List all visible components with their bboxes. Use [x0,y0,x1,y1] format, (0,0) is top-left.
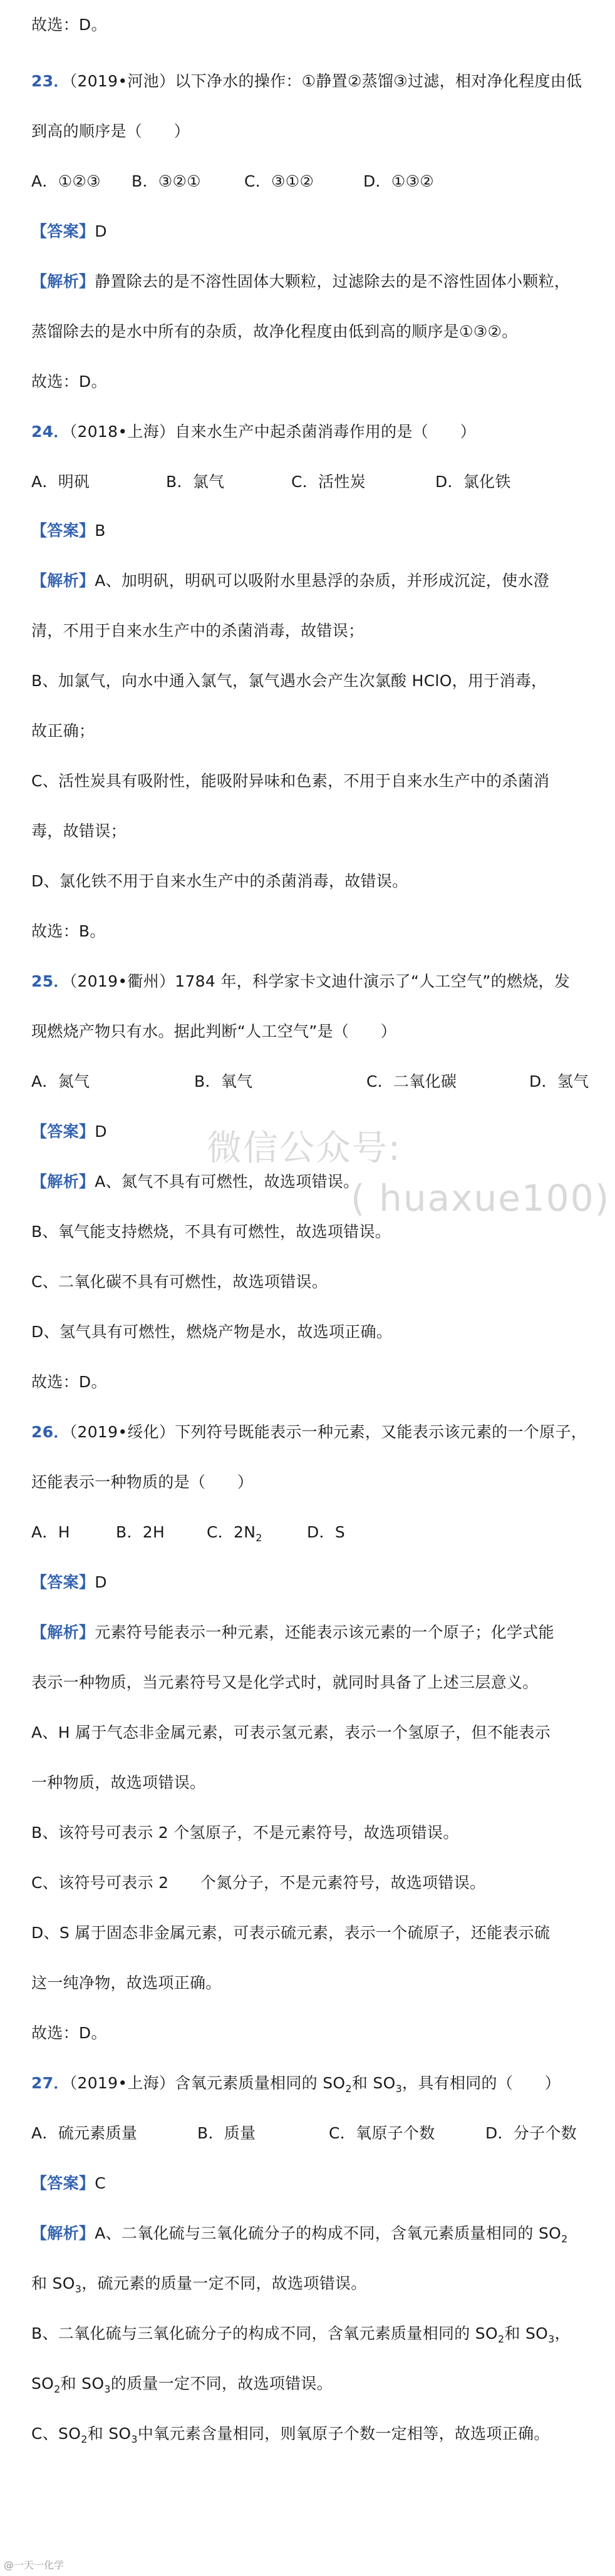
q27-analysis-a2-text2: ，硫元素的质量一定不同，故选项错误。 [81,2274,367,2292]
q23-answer-value: D [95,222,107,240]
q27-analysis-b2-text3: 的质量一定不同，故选项错误。 [110,2374,333,2393]
q27-analysis-a1 [31,2222,596,2245]
q23-option-a: A．①②③ [31,172,101,190]
q24-option-d: D．氯化铁 [435,473,511,491]
q25-number: 25． [31,972,70,990]
subscript-2: 2 [497,2333,505,2345]
q24-analysis-a2: 清，不用于自来水生产中的杀菌消毒，故错误； [31,622,364,640]
q24-option-c: C．活性炭 [291,473,366,491]
analysis-tag: 【解析】 [31,572,95,590]
q22-conclusion: 故选：D。 [31,16,107,34]
q24-analysis-a1-text: A、加明矾，明矾可以吸附水里悬浮的杂质，并形成沉淀，使水澄 [95,572,550,590]
q25-stem-text1: （2019•衢州）1784 年，科学家卡文迪什演示了“人工空气”的燃烧，发 [69,972,571,990]
watermark-line1: 微信公众号: [207,1128,401,1169]
q27-number: 27． [31,2074,70,2092]
q26-answer [31,1571,596,1594]
q26-analysis-line1 [31,1621,596,1644]
q23-analysis-line2: 蒸馏除去的是水中所有的杂质，故净化程度由低到高的顺序是①③②。 [31,322,518,341]
q27-analysis-b2-text1: SO [31,2374,54,2393]
q23-option-d: D．①③② [363,172,434,190]
answer-tag: 【答案】 [31,1122,95,1141]
q26-analysis-a2: 一种物质，故选项错误。 [31,1773,206,1792]
q24-options [31,471,596,493]
q26-number: 26． [31,1423,70,1441]
q24-conclusion: 故选：B。 [31,922,106,940]
q23-stem-line1 [31,70,596,93]
q25-analysis-d1: D、氢气具有可燃性，燃烧产物是水，故选项正确。 [31,1323,393,1341]
q27-analysis-b2-text2: 和 SO [60,2374,105,2393]
q26-analysis-text1: 元素符号能表示一种元素，还能表示该元素的一个原子；化学式能 [95,1623,554,1641]
q26-option-b: B．2H [116,1523,165,1541]
q23-analysis-text1: 静置除去的是不溶性固体大颗粒，过滤除去的是不溶性固体小颗粒， [95,272,571,290]
q26-option-a: A．H [31,1523,70,1541]
q23-option-c: C．③①② [244,172,314,190]
q24-analysis-c2: 毒，故错误； [31,822,127,840]
q27-analysis-b1-text2: 和 SO [504,2324,549,2343]
q24-analysis-b2: 故正确； [31,722,95,740]
q27-analysis-c1-text1: C、SO [31,2425,81,2443]
q27-analysis-b1 [31,2322,596,2345]
q27-stem-text3: ，具有相同的（ ） [402,2074,561,2092]
q27-analysis-c1 [31,2423,596,2445]
footer-credit: @一天一化学 [4,2559,65,2571]
q26-analysis-d1: D、S 属于固态非金属元素，可表示硫元素，表示一个硫原子，还能表示硫 [31,1924,550,1942]
q23-options [31,170,596,193]
q26-analysis-c1: C、该符号可表示 2 个氮分子，不是元素符号，故选项错误。 [31,1874,486,1892]
q27-stem-text2: 和 SO [351,2074,396,2092]
q26-answer-value: D [95,1573,107,1591]
q25-option-b: B．氧气 [194,1072,253,1090]
q24-stem-text: （2018•上海）自来水生产中起杀菌消毒作用的是（ ） [69,423,476,441]
subscript-3: 3 [395,2083,403,2095]
subscript-2: 2 [345,2083,352,2095]
q26-analysis-d2: 这一纯净物，故选项正确。 [31,1974,222,1992]
q26-conclusion: 故选：D。 [31,2024,107,2042]
q25-options [31,1070,596,1093]
q23-answer [31,220,596,243]
q26-option-c [207,1521,307,1544]
subscript-2: 2 [561,2233,568,2245]
q24-option-a: A．明矾 [31,473,90,491]
q27-analysis-a1-text: A、二氧化硫与三氧化硫分子的构成不同，含氧元素质量相同的 SO [95,2224,562,2242]
q24-analysis-a1 [31,570,596,592]
q25-answer-value: D [95,1122,107,1141]
q25-analysis-b1: B、氧气能支持燃烧，不具有可燃性，故选项错误。 [31,1223,391,1241]
analysis-tag: 【解析】 [31,272,95,290]
q26-options [31,1521,596,1544]
answer-tag: 【答案】 [31,1573,95,1591]
q24-number: 24． [31,423,70,441]
q27-option-c: C．氧原子个数 [329,2124,435,2142]
q26-stem-line1 [31,1421,596,1444]
subscript-3: 3 [75,2283,82,2295]
q24-option-b: B．氯气 [166,473,225,491]
q26-stem-line2: 还能表示一种物质的是（ ） [31,1473,254,1491]
q26-analysis-b1: B、该符号可表示 2 个氢原子，不是元素符号，故选项错误。 [31,1824,459,1842]
subscript-3: 3 [131,2433,138,2445]
q27-analysis-c1-text3: 中氧元素含量相同，则氧原子个数一定相等，故选项正确。 [137,2425,550,2443]
q27-analysis-a2-text1: 和 SO [31,2274,75,2292]
q24-analysis-d1: D、氯化铁不用于自来水生产中的杀菌消毒，故错误。 [31,872,408,890]
q25-analysis-a1-text: A、氮气不具有可燃性，故选项错误。 [95,1173,359,1191]
q27-analysis-b1-text1: B、二氧化硫与三氧化硫分子的构成不同，含氧元素质量相同的 SO [31,2324,498,2343]
q25-conclusion: 故选：D。 [31,1373,107,1391]
q24-analysis-c1: C、活性炭具有吸附性，能吸附异味和色素，不用于自来水生产中的杀菌消 [31,772,550,790]
q23-option-b: B．③②① [132,172,201,190]
q25-analysis-c1: C、二氧化碳不具有可燃性，故选项错误。 [31,1273,328,1291]
q26-stem-text1: （2019•绥化）下列符号既能表示一种元素，又能表示该元素的一个原子， [69,1423,587,1441]
q25-option-c: C．二氧化碳 [366,1072,457,1090]
q27-stem-text1: （2019•上海）含氧元素质量相同的 SO [69,2074,346,2092]
answer-tag: 【答案】 [31,222,95,240]
q27-option-b: B．质量 [197,2124,256,2142]
q23-number: 23． [31,72,70,90]
q27-option-d: D．分子个数 [485,2124,577,2142]
analysis-tag: 【解析】 [31,1623,95,1641]
q26-analysis-a1: A、H 属于气态非金属元素，可表示氢元素，表示一个氢原子，但不能表示 [31,1723,551,1742]
subscript-3: 3 [104,2383,111,2395]
analysis-tag: 【解析】 [31,2224,95,2242]
q26-option-c-subscript: 2 [256,1532,262,1544]
q25-stem-line1 [31,970,596,993]
subscript-2: 2 [54,2383,61,2395]
q24-answer [31,520,596,542]
q23-analysis-line1 [31,270,596,293]
q27-analysis-c1-text2: 和 SO [87,2425,132,2443]
watermark-line2: ( huaxue100) [351,1177,611,1219]
q26-analysis-line2: 表示一种物质，当元素符号又是化学式时，就同时具备了上述三层意义。 [31,1673,539,1691]
q24-analysis-b1: B、加氯气，向水中通入氯气，氯气遇水会产生次氯酸 HClO，用于消毒， [31,672,547,690]
q27-answer [31,2172,596,2195]
q26-option-c-text: C．2N [207,1523,256,1541]
q27-analysis-b1-text3: ， [554,2324,571,2343]
q27-analysis-a2 [31,2272,596,2295]
q27-option-a: A．硫元素质量 [31,2124,138,2142]
subscript-3: 3 [548,2333,555,2345]
q23-stem-line2: 到高的顺序是（ ） [31,122,190,140]
q25-stem-line2: 现燃烧产物只有水。据此判断“人工空气”是（ ） [31,1022,397,1040]
q25-option-a: A．氮气 [31,1072,90,1090]
q27-options [31,2122,596,2145]
q23-conclusion: 故选：D。 [31,372,107,391]
q24-answer-value: B [95,521,106,540]
answer-tag: 【答案】 [31,521,95,540]
q23-stem-text1: （2019•河池）以下净水的操作：①静置②蒸馏③过滤，相对净化程度由低 [69,72,582,90]
analysis-tag: 【解析】 [31,1173,95,1191]
q27-analysis-b2 [31,2373,596,2395]
q25-option-d: D．氢气 [529,1072,589,1090]
subscript-2: 2 [81,2433,88,2445]
q27-answer-value: C [95,2174,106,2192]
q24-stem [31,421,596,443]
q27-stem [31,2072,596,2095]
answer-tag: 【答案】 [31,2174,95,2192]
q26-option-d: D．S [307,1523,346,1541]
